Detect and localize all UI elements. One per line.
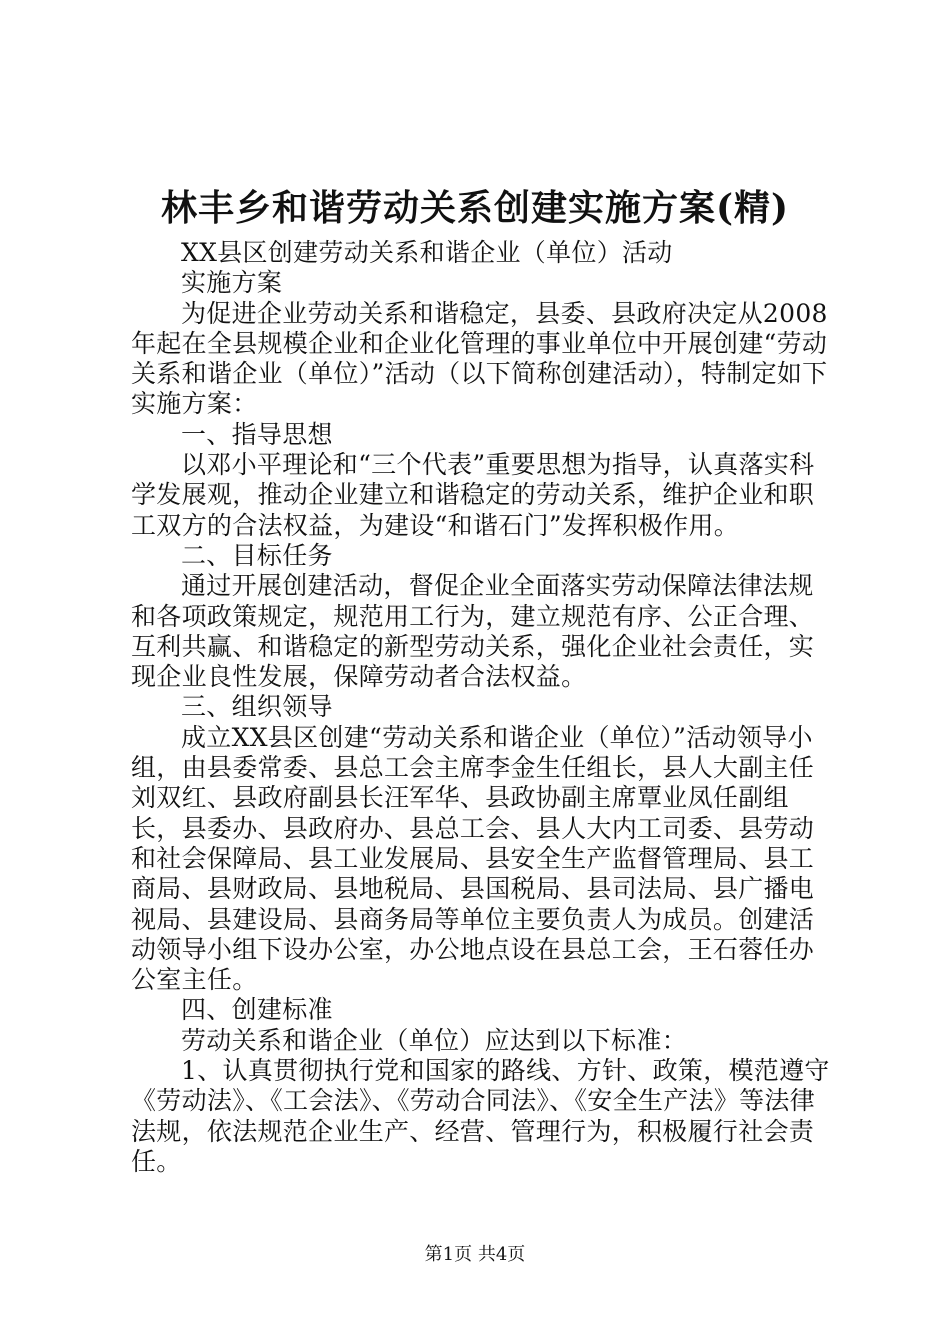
subtitle-line-2: 实施方案 [181,268,283,298]
document-title: 林丰乡和谐劳动关系创建实施方案(精) [160,187,790,229]
section-heading-goals: 二、目标任务 [181,540,333,570]
intro-paragraph: 为促进企业劳动关系和谐稳定，县委、县政府决定从2008年起在全县规模企业和企业化管理的事业单位中开展创建“劳动关系和谐企业（单位）”活动（以下简称创建活动），特制定如下实施方案： [131,298,828,419]
section-heading-standards: 四、创建标准 [181,995,333,1025]
page-footer: 第1页 共4页 [424,1244,526,1265]
section-heading-organization: 三、组织领导 [181,692,333,722]
document-body [131,238,831,1177]
paragraph-standards-intro: 劳动关系和谐企业（单位）应达到以下标准： [181,1025,688,1055]
paragraph-organization: 成立XX县区创建“劳动关系和谐企业（单位）”活动领导小组，由县委常委、县总工会主席李金生任组长，县人大副主任刘双红、县政府副县长汪军华、县政协副主席覃业凤任副组长，县委办、县政府办、县总工会、县人大内工司委、县劳动和社会保障局、县工业发展局、县安全生产监督管理局、县工商局、县财政局、县地税局、县国税局、县司法局、县广播电视局、县建设局、县商务局等单位主要负责人为成员。创建活动领导小组下设办公室，办公地点设在县总工会，王石蓉任办公室主任。 [131,722,815,995]
paragraph-goals: 通过开展创建活动，督促企业全面落实劳动保障法律法规和各项政策规定，规范用工行为，建立规范有序、公正合理、互利共赢、和谐稳定的新型劳动关系，强化企业社会责任，实现企业良性发展，保障劳动者合法权益。 [131,571,815,692]
section-heading-guiding-ideology: 一、指导思想 [181,419,333,449]
subtitle-line-1: XX县区创建劳动关系和谐企业（单位）活动 [181,238,673,267]
paragraph-guiding-ideology: 以邓小平理论和“三个代表”重要思想为指导，认真落实科学发展观，推动企业建立和谐稳定的劳动关系，维护企业和职工双方的合法权益，为建设“和谐石门”发挥积极作用。 [131,450,815,540]
paragraph-standard-1: 1、认真贯彻执行党和国家的路线、方针、政策，模范遵守《劳动法》、《工会法》、《劳动合同法》、《安全生产法》等法律法规，依法规范企业生产、经营、管理行为，积极履行社会责任。 [131,1056,830,1176]
